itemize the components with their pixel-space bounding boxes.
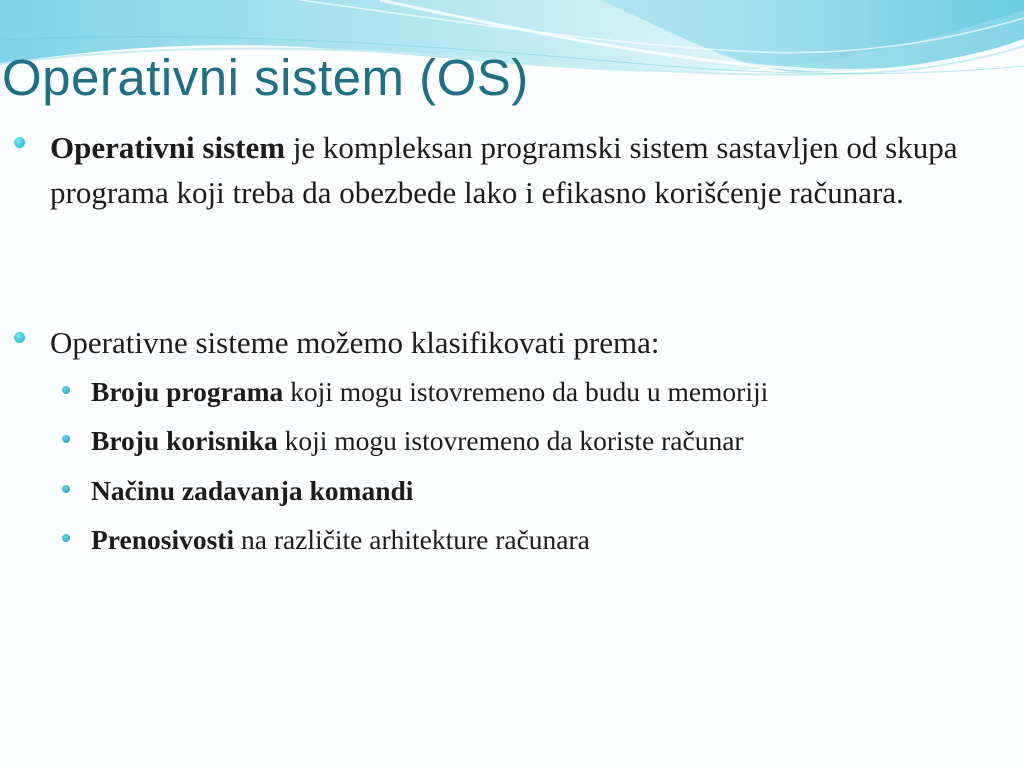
bullet-definition-bold: Operativni sistem	[50, 130, 286, 165]
sub-bullet-programs	[91, 375, 1016, 408]
sub-bullet-bold: Broju programa	[91, 376, 284, 407]
bullet-definition	[50, 125, 980, 215]
sub-bullet-users	[91, 424, 1016, 457]
bullet-classification	[50, 320, 980, 365]
sub-bullet-dot-icon	[62, 386, 70, 394]
sub-bullet-dot-icon	[62, 485, 70, 493]
slide-title: Operativni sistem (OS)	[2, 49, 529, 106]
sub-bullet-commands	[91, 474, 1016, 507]
sub-bullet-bold: Načinu zadavanja komandi	[91, 475, 414, 506]
bullet-dot-icon	[14, 332, 25, 343]
sub-bullet-text: koji mogu istovremeno da koriste računar	[277, 425, 744, 456]
bullet-classification-text: Operativne sisteme možemo klasifikovati prema:	[50, 325, 660, 360]
sub-bullet-portability	[91, 523, 1016, 556]
sub-bullet-text: na različite arhitekture računara	[234, 524, 590, 555]
sub-bullet-bold: Prenosivosti	[91, 524, 235, 555]
bullet-definition-text: je kompleksan programski sistem sastavljen od skupa programa koji treba da obezbede lako i efikasno korišćenje računara.	[50, 130, 958, 210]
sub-bullet-bold: Broju korisnika	[91, 425, 278, 456]
bullet-dot-icon	[14, 137, 25, 148]
sub-bullet-dot-icon	[62, 534, 70, 542]
sub-bullet-dot-icon	[62, 435, 70, 443]
sub-bullet-text: koji mogu istovremeno da budu u memoriji	[283, 376, 769, 407]
